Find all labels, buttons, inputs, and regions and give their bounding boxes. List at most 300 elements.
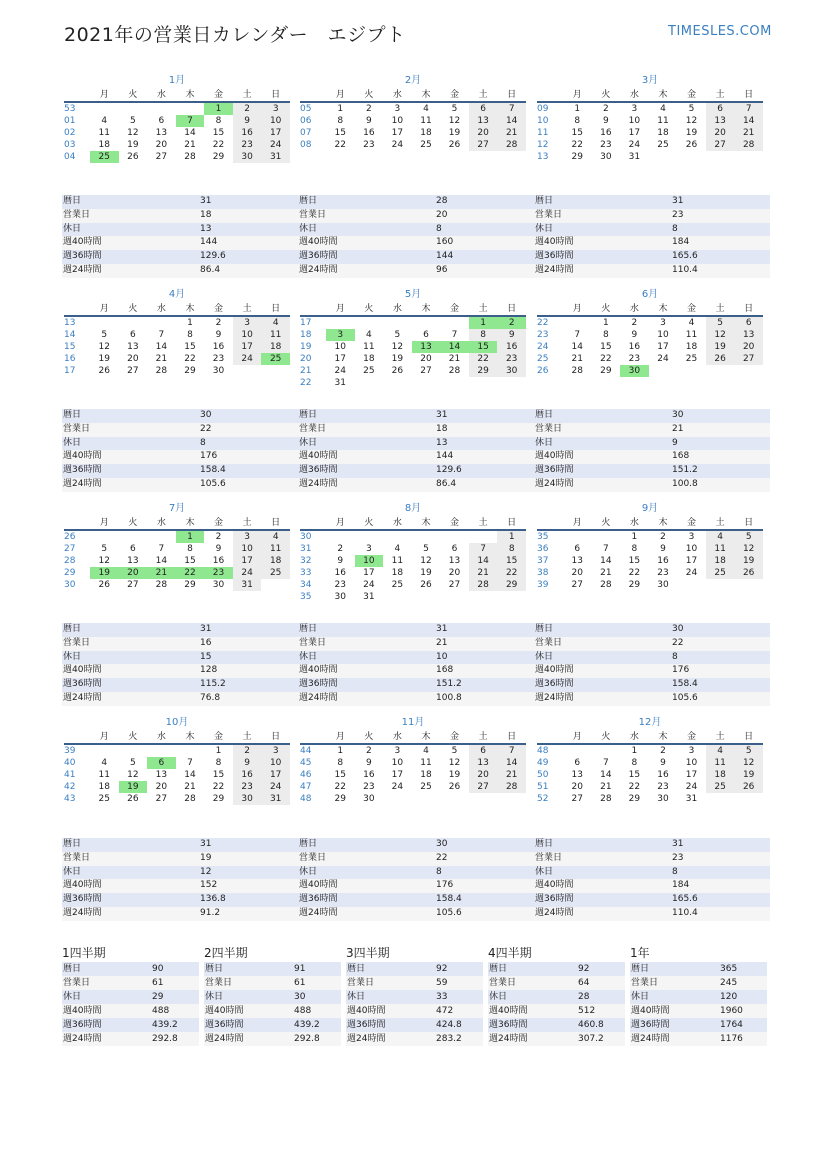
day-cell[interactable] [176, 102, 205, 115]
day-cell[interactable]: 14 [497, 757, 526, 769]
day-cell[interactable]: 5 [423, 544, 429, 554]
day-cell[interactable] [119, 316, 148, 329]
day-cell[interactable]: 6 [734, 316, 763, 329]
day-cell[interactable]: 26 [734, 781, 763, 793]
day-cell[interactable]: 2 [337, 544, 344, 554]
day-cell[interactable]: 28 [184, 152, 196, 162]
day-cell[interactable] [119, 530, 148, 543]
holiday-day-cell[interactable]: 20 [119, 567, 148, 579]
day-cell[interactable]: 6 [158, 116, 165, 126]
day-cell[interactable]: 8 [574, 116, 581, 126]
day-cell[interactable]: 7 [497, 102, 526, 115]
day-cell[interactable]: 11 [363, 342, 375, 352]
day-cell[interactable]: 1 [187, 318, 193, 328]
day-cell[interactable]: 19 [448, 128, 461, 138]
day-cell[interactable]: 27 [706, 139, 735, 151]
day-cell[interactable]: 4 [261, 316, 290, 329]
day-cell[interactable] [383, 530, 412, 543]
day-cell[interactable] [412, 530, 441, 543]
day-cell[interactable]: 24 [334, 366, 346, 376]
day-cell[interactable]: 13 [155, 128, 168, 138]
day-cell[interactable]: 19 [734, 769, 763, 781]
day-cell[interactable]: 16 [657, 770, 669, 780]
day-cell[interactable]: 10 [334, 342, 346, 352]
day-cell[interactable]: 9 [233, 757, 262, 769]
day-cell[interactable]: 21 [184, 140, 196, 150]
day-cell[interactable]: 15 [212, 128, 225, 138]
day-cell[interactable]: 5 [706, 316, 735, 329]
day-cell[interactable]: 18 [261, 555, 290, 567]
holiday-day-cell[interactable]: 23 [204, 567, 233, 579]
day-cell[interactable]: 22 [184, 354, 196, 364]
day-cell[interactable]: 12 [420, 556, 432, 566]
day-cell[interactable] [326, 316, 355, 329]
day-cell[interactable]: 2 [233, 102, 262, 115]
day-cell[interactable]: 11 [98, 128, 110, 138]
day-cell[interactable]: 15 [334, 128, 346, 138]
day-cell[interactable]: 15 [184, 342, 196, 352]
day-cell[interactable]: 25 [261, 567, 290, 579]
day-cell[interactable]: 27 [420, 366, 432, 376]
day-cell[interactable]: 6 [574, 758, 581, 768]
day-cell[interactable]: 12 [127, 128, 139, 138]
day-cell[interactable]: 16 [363, 128, 375, 138]
day-cell[interactable]: 24 [628, 140, 641, 150]
day-cell[interactable]: 27 [127, 366, 139, 376]
holiday-day-cell[interactable]: 10 [355, 555, 384, 567]
day-cell[interactable]: 14 [184, 770, 196, 780]
day-cell[interactable] [176, 744, 205, 757]
day-cell[interactable]: 24 [261, 139, 290, 151]
day-cell[interactable]: 20 [706, 127, 735, 139]
day-cell[interactable] [706, 365, 735, 377]
day-cell[interactable]: 7 [497, 744, 526, 757]
day-cell[interactable]: 29 [497, 579, 526, 591]
day-cell[interactable]: 21 [600, 568, 612, 578]
day-cell[interactable] [261, 579, 290, 591]
day-cell[interactable]: 2 [233, 744, 262, 757]
day-cell[interactable]: 24 [261, 781, 290, 793]
day-cell[interactable]: 24 [685, 782, 698, 792]
day-cell[interactable]: 26 [98, 366, 110, 376]
day-cell[interactable]: 13 [469, 757, 498, 769]
day-cell[interactable]: 25 [391, 580, 404, 590]
day-cell[interactable]: 22 [334, 140, 346, 150]
day-cell[interactable]: 19 [98, 354, 110, 364]
day-cell[interactable]: 29 [628, 794, 641, 804]
day-cell[interactable]: 4 [261, 530, 290, 543]
day-cell[interactable]: 3 [688, 532, 695, 542]
day-cell[interactable]: 1 [337, 746, 344, 756]
day-cell[interactable]: 18 [706, 769, 735, 781]
day-cell[interactable]: 11 [391, 556, 404, 566]
holiday-day-cell[interactable]: 15 [469, 341, 498, 353]
day-cell[interactable]: 7 [451, 330, 458, 340]
day-cell[interactable]: 5 [394, 330, 401, 340]
day-cell[interactable]: 5 [734, 530, 763, 543]
day-cell[interactable]: 18 [657, 128, 669, 138]
day-cell[interactable]: 1 [631, 532, 638, 542]
day-cell[interactable] [90, 316, 119, 329]
day-cell[interactable]: 29 [628, 580, 641, 590]
day-cell[interactable]: 8 [337, 758, 344, 768]
day-cell[interactable]: 26 [127, 794, 139, 804]
day-cell[interactable]: 19 [420, 568, 432, 578]
day-cell[interactable] [440, 591, 469, 603]
day-cell[interactable]: 17 [391, 770, 404, 780]
day-cell[interactable]: 14 [600, 770, 612, 780]
day-cell[interactable]: 19 [127, 140, 139, 150]
day-cell[interactable]: 26 [420, 580, 432, 590]
day-cell[interactable]: 26 [706, 353, 735, 365]
day-cell[interactable]: 1 [574, 104, 581, 114]
day-cell[interactable] [412, 377, 441, 389]
day-cell[interactable]: 31 [233, 579, 262, 591]
day-cell[interactable]: 4 [101, 758, 108, 768]
day-cell[interactable]: 4 [423, 746, 429, 756]
day-cell[interactable]: 28 [600, 580, 612, 590]
day-cell[interactable]: 28 [734, 139, 763, 151]
day-cell[interactable]: 2 [365, 746, 372, 756]
day-cell[interactable]: 23 [628, 354, 641, 364]
day-cell[interactable]: 9 [365, 116, 372, 126]
day-cell[interactable]: 13 [734, 329, 763, 341]
day-cell[interactable]: 22 [212, 782, 225, 792]
day-cell[interactable]: 18 [420, 128, 432, 138]
day-cell[interactable]: 13 [127, 556, 139, 566]
day-cell[interactable] [355, 316, 384, 329]
day-cell[interactable]: 27 [448, 580, 461, 590]
day-cell[interactable]: 22 [334, 782, 346, 792]
day-cell[interactable]: 17 [334, 354, 346, 364]
day-cell[interactable]: 20 [448, 568, 461, 578]
day-cell[interactable] [440, 316, 469, 329]
day-cell[interactable]: 5 [688, 104, 695, 114]
day-cell[interactable]: 21 [571, 354, 583, 364]
day-cell[interactable]: 13 [469, 115, 498, 127]
day-cell[interactable]: 26 [391, 366, 404, 376]
day-cell[interactable]: 18 [391, 568, 404, 578]
day-cell[interactable] [469, 377, 498, 389]
day-cell[interactable]: 17 [363, 568, 375, 578]
day-cell[interactable] [469, 793, 498, 805]
holiday-day-cell[interactable]: 1 [469, 316, 498, 329]
day-cell[interactable]: 6 [451, 544, 458, 554]
day-cell[interactable]: 12 [685, 116, 698, 126]
day-cell[interactable]: 14 [734, 115, 763, 127]
day-cell[interactable]: 9 [602, 116, 609, 126]
day-cell[interactable] [563, 316, 592, 329]
day-cell[interactable] [592, 744, 621, 757]
day-cell[interactable]: 2 [631, 318, 638, 328]
day-cell[interactable]: 22 [628, 568, 641, 578]
day-cell[interactable]: 29 [571, 152, 583, 162]
day-cell[interactable]: 11 [685, 330, 698, 340]
day-cell[interactable]: 9 [215, 544, 222, 554]
day-cell[interactable]: 3 [233, 316, 262, 329]
day-cell[interactable]: 3 [233, 530, 262, 543]
day-cell[interactable]: 16 [233, 127, 262, 139]
day-cell[interactable]: 27 [571, 580, 583, 590]
day-cell[interactable]: 10 [685, 544, 698, 554]
day-cell[interactable]: 30 [600, 152, 612, 162]
day-cell[interactable] [90, 102, 119, 115]
day-cell[interactable]: 12 [734, 757, 763, 769]
day-cell[interactable] [677, 151, 706, 163]
day-cell[interactable]: 3 [261, 102, 290, 115]
day-cell[interactable] [677, 579, 706, 591]
day-cell[interactable]: 30 [657, 580, 669, 590]
day-cell[interactable]: 18 [98, 782, 110, 792]
day-cell[interactable]: 14 [600, 556, 612, 566]
day-cell[interactable]: 15 [497, 555, 526, 567]
day-cell[interactable]: 17 [233, 555, 262, 567]
day-cell[interactable]: 4 [688, 318, 695, 328]
day-cell[interactable]: 8 [337, 116, 344, 126]
day-cell[interactable]: 13 [706, 115, 735, 127]
day-cell[interactable]: 11 [420, 116, 432, 126]
day-cell[interactable]: 9 [660, 758, 666, 768]
day-cell[interactable]: 28 [155, 580, 168, 590]
day-cell[interactable]: 28 [571, 366, 583, 376]
holiday-day-cell[interactable]: 1 [176, 530, 205, 543]
day-cell[interactable]: 25 [420, 782, 432, 792]
day-cell[interactable] [412, 316, 441, 329]
day-cell[interactable]: 15 [600, 342, 612, 352]
day-cell[interactable]: 16 [628, 342, 641, 352]
day-cell[interactable]: 25 [420, 140, 432, 150]
holiday-day-cell[interactable]: 1 [204, 102, 233, 115]
day-cell[interactable]: 7 [602, 758, 609, 768]
day-cell[interactable] [734, 793, 763, 805]
day-cell[interactable]: 28 [184, 794, 196, 804]
day-cell[interactable]: 26 [448, 140, 461, 150]
day-cell[interactable]: 26 [685, 140, 698, 150]
day-cell[interactable]: 24 [391, 140, 404, 150]
day-cell[interactable]: 17 [261, 769, 290, 781]
day-cell[interactable]: 13 [448, 556, 461, 566]
day-cell[interactable]: 24 [233, 353, 262, 365]
day-cell[interactable]: 23 [497, 353, 526, 365]
day-cell[interactable]: 7 [574, 330, 581, 340]
day-cell[interactable]: 4 [423, 104, 429, 114]
day-cell[interactable]: 30 [363, 794, 375, 804]
day-cell[interactable]: 29 [184, 580, 196, 590]
day-cell[interactable]: 8 [631, 758, 638, 768]
day-cell[interactable]: 10 [685, 758, 698, 768]
day-cell[interactable]: 14 [469, 555, 498, 567]
site-link[interactable]: TIMESLES.COM [668, 24, 772, 39]
day-cell[interactable]: 28 [497, 781, 526, 793]
day-cell[interactable] [734, 151, 763, 163]
day-cell[interactable]: 10 [391, 758, 404, 768]
day-cell[interactable]: 2 [215, 318, 222, 328]
day-cell[interactable]: 28 [155, 366, 168, 376]
day-cell[interactable]: 20 [734, 341, 763, 353]
day-cell[interactable]: 3 [394, 104, 401, 114]
day-cell[interactable]: 18 [261, 341, 290, 353]
day-cell[interactable]: 4 [101, 116, 108, 126]
day-cell[interactable] [90, 530, 119, 543]
day-cell[interactable]: 23 [334, 580, 346, 590]
day-cell[interactable]: 10 [628, 116, 641, 126]
day-cell[interactable]: 31 [261, 793, 290, 805]
day-cell[interactable]: 8 [215, 758, 222, 768]
day-cell[interactable]: 19 [685, 128, 698, 138]
day-cell[interactable]: 21 [469, 567, 498, 579]
day-cell[interactable]: 24 [233, 567, 262, 579]
day-cell[interactable] [497, 793, 526, 805]
day-cell[interactable]: 17 [685, 556, 698, 566]
day-cell[interactable]: 30 [212, 366, 225, 376]
day-cell[interactable]: 8 [187, 330, 193, 340]
day-cell[interactable]: 21 [155, 354, 168, 364]
day-cell[interactable]: 24 [391, 782, 404, 792]
day-cell[interactable]: 25 [706, 781, 735, 793]
day-cell[interactable]: 16 [334, 568, 346, 578]
day-cell[interactable]: 23 [363, 140, 375, 150]
day-cell[interactable]: 27 [127, 580, 139, 590]
day-cell[interactable] [440, 530, 469, 543]
day-cell[interactable]: 23 [363, 782, 375, 792]
day-cell[interactable]: 11 [261, 543, 290, 555]
day-cell[interactable]: 31 [261, 151, 290, 163]
day-cell[interactable]: 5 [129, 758, 136, 768]
day-cell[interactable]: 30 [233, 793, 262, 805]
day-cell[interactable]: 14 [571, 342, 583, 352]
holiday-day-cell[interactable]: 2 [497, 316, 526, 329]
day-cell[interactable]: 16 [363, 770, 375, 780]
day-cell[interactable]: 9 [660, 544, 666, 554]
day-cell[interactable]: 25 [363, 366, 375, 376]
day-cell[interactable]: 6 [129, 330, 136, 340]
day-cell[interactable]: 18 [98, 140, 110, 150]
day-cell[interactable] [383, 591, 412, 603]
day-cell[interactable]: 20 [469, 769, 498, 781]
day-cell[interactable]: 31 [334, 378, 346, 388]
day-cell[interactable]: 14 [497, 115, 526, 127]
day-cell[interactable] [706, 793, 735, 805]
day-cell[interactable]: 20 [571, 782, 583, 792]
day-cell[interactable]: 22 [628, 782, 641, 792]
day-cell[interactable]: 16 [600, 128, 612, 138]
day-cell[interactable]: 16 [212, 556, 225, 566]
day-cell[interactable]: 21 [734, 127, 763, 139]
day-cell[interactable]: 10 [261, 115, 290, 127]
day-cell[interactable] [147, 530, 176, 543]
day-cell[interactable]: 19 [734, 555, 763, 567]
day-cell[interactable]: 11 [98, 770, 110, 780]
day-cell[interactable]: 20 [469, 127, 498, 139]
day-cell[interactable]: 25 [685, 354, 698, 364]
day-cell[interactable]: 6 [469, 102, 498, 115]
day-cell[interactable]: 1 [602, 318, 609, 328]
day-cell[interactable]: 23 [600, 140, 612, 150]
day-cell[interactable] [147, 316, 176, 329]
day-cell[interactable]: 1 [631, 746, 638, 756]
day-cell[interactable] [649, 151, 678, 163]
day-cell[interactable] [592, 530, 621, 543]
holiday-day-cell[interactable]: 7 [176, 115, 205, 127]
day-cell[interactable]: 2 [660, 532, 666, 542]
day-cell[interactable] [734, 365, 763, 377]
day-cell[interactable]: 21 [497, 769, 526, 781]
day-cell[interactable]: 11 [706, 757, 735, 769]
day-cell[interactable]: 4 [394, 544, 401, 554]
day-cell[interactable]: 25 [706, 567, 735, 579]
day-cell[interactable]: 10 [391, 116, 404, 126]
day-cell[interactable]: 13 [127, 342, 139, 352]
day-cell[interactable] [233, 365, 262, 377]
day-cell[interactable]: 16 [233, 769, 262, 781]
day-cell[interactable]: 2 [365, 104, 372, 114]
day-cell[interactable] [147, 744, 176, 757]
day-cell[interactable]: 28 [469, 579, 498, 591]
day-cell[interactable]: 14 [184, 128, 196, 138]
day-cell[interactable]: 8 [631, 544, 638, 554]
day-cell[interactable]: 22 [212, 140, 225, 150]
day-cell[interactable]: 29 [212, 152, 225, 162]
day-cell[interactable]: 18 [706, 555, 735, 567]
holiday-day-cell[interactable]: 3 [326, 329, 355, 341]
day-cell[interactable] [734, 579, 763, 591]
day-cell[interactable]: 7 [187, 758, 193, 768]
holiday-day-cell[interactable]: 19 [119, 781, 148, 793]
day-cell[interactable]: 10 [233, 329, 262, 341]
day-cell[interactable] [355, 530, 384, 543]
day-cell[interactable]: 31 [363, 592, 375, 602]
day-cell[interactable] [440, 793, 469, 805]
day-cell[interactable]: 13 [155, 770, 168, 780]
day-cell[interactable] [469, 591, 498, 603]
day-cell[interactable]: 27 [155, 794, 168, 804]
day-cell[interactable]: 3 [688, 746, 695, 756]
day-cell[interactable]: 5 [451, 746, 458, 756]
day-cell[interactable]: 26 [98, 580, 110, 590]
day-cell[interactable]: 12 [127, 770, 139, 780]
day-cell[interactable]: 2 [215, 532, 222, 542]
day-cell[interactable]: 5 [129, 116, 136, 126]
day-cell[interactable]: 17 [261, 127, 290, 139]
day-cell[interactable]: 10 [233, 543, 262, 555]
day-cell[interactable]: 22 [600, 354, 612, 364]
day-cell[interactable]: 25 [98, 794, 110, 804]
day-cell[interactable]: 22 [571, 140, 583, 150]
day-cell[interactable]: 27 [155, 152, 168, 162]
day-cell[interactable]: 31 [628, 152, 641, 162]
day-cell[interactable]: 28 [497, 139, 526, 151]
day-cell[interactable] [497, 377, 526, 389]
day-cell[interactable]: 20 [155, 140, 168, 150]
day-cell[interactable]: 3 [394, 746, 401, 756]
day-cell[interactable]: 1 [337, 104, 344, 114]
day-cell[interactable]: 12 [98, 556, 110, 566]
day-cell[interactable] [90, 744, 119, 757]
day-cell[interactable]: 7 [158, 544, 165, 554]
day-cell[interactable] [326, 530, 355, 543]
day-cell[interactable]: 24 [363, 580, 375, 590]
day-cell[interactable]: 7 [602, 544, 609, 554]
day-cell[interactable]: 16 [212, 342, 225, 352]
day-cell[interactable]: 25 [657, 140, 669, 150]
day-cell[interactable]: 10 [261, 757, 290, 769]
day-cell[interactable]: 4 [660, 104, 666, 114]
day-cell[interactable]: 12 [706, 329, 735, 341]
day-cell[interactable]: 1 [497, 530, 526, 543]
day-cell[interactable]: 3 [631, 104, 638, 114]
day-cell[interactable]: 29 [212, 794, 225, 804]
day-cell[interactable]: 12 [734, 543, 763, 555]
